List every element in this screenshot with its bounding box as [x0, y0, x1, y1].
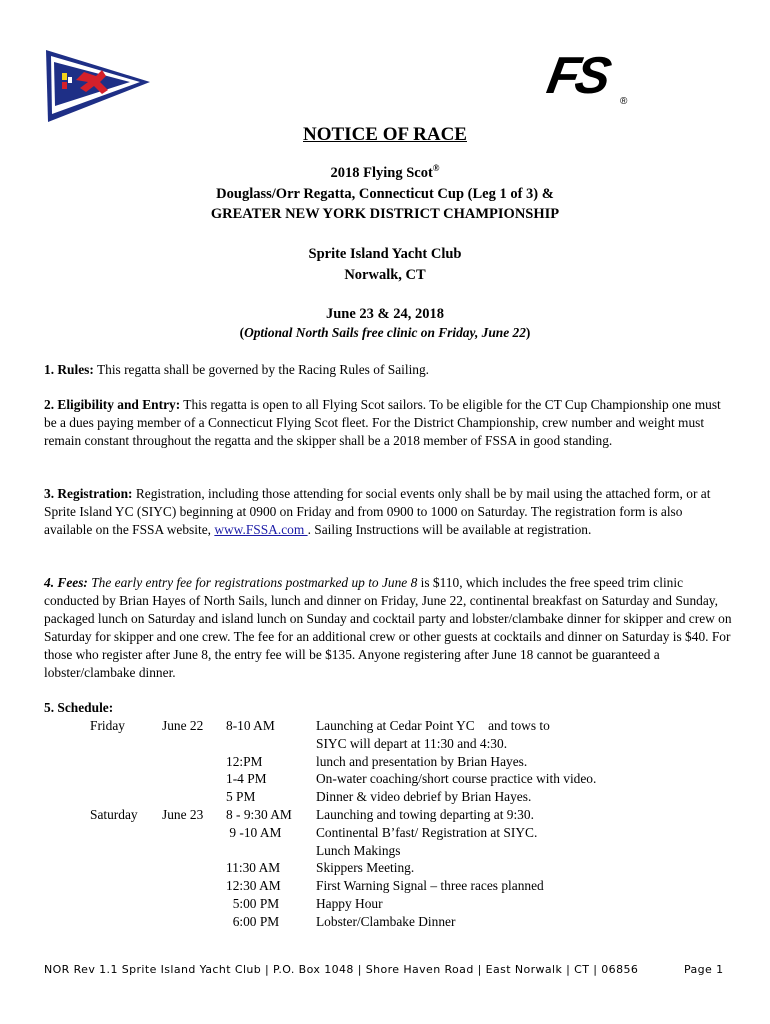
club-name: Sprite Island Yacht Club	[308, 246, 462, 262]
schedule-event: Launching and towing departing at 9:30.	[316, 807, 534, 822]
fs-logo	[542, 46, 630, 118]
paren-close: )	[525, 325, 531, 340]
page-number: Page 1	[684, 963, 724, 976]
fees-heading: 4. Fees:	[44, 575, 88, 590]
schedule-time: 12:PM	[226, 753, 263, 769]
schedule-event: Continental B’fast/ Registration at SIYC.	[316, 824, 538, 840]
fssa-website-link[interactable]: www.FSSA.com	[214, 522, 308, 537]
registration-heading: 3. Registration:	[44, 486, 133, 501]
rules-heading: 1. Rules:	[44, 362, 94, 377]
registration-text-before: Registration, including those attending for social events only shall be by mail using the attached form, or at Sprite Island YC (SIYC) beginning at 0900 on Friday and from 0900 to 1000 on Saturday. The registration form is also available on the FSSA website,	[44, 486, 711, 537]
clinic-note	[0, 325, 770, 341]
section-fees	[44, 574, 734, 682]
schedule-event: Dinner & video debrief by Brian Hayes.	[316, 789, 532, 805]
rules-text: This regatta shall be governed by the Racing Rules of Sailing.	[93, 362, 430, 377]
schedule-heading: 5. Schedule:	[44, 700, 114, 715]
schedule-date: June 23	[162, 807, 204, 822]
fees-text: is $110, which includes the free speed trim clinic conducted by Brian Hayes of North Sails, lunch and dinner on Friday, June 22, continental breakfast on Saturday and Sunday, packaged lunch on Saturday and island lunch on Sunday and cocktail party and lobster/clambake dinner for skipper and crew on Saturday for skipper and one crew. The fee for an additional crew or other guests at cocktails and dinner on Saturday is $40. For those who register after June 8, the entry fee will be $135. Anyone registering after June 18 cannot be guaranteed a lobster/clambake dinner.	[44, 575, 732, 680]
schedule-time: 1-4 PM	[226, 771, 267, 787]
page-title: NOTICE OF RACE	[303, 124, 467, 145]
schedule-time: 8-10 AM	[226, 718, 275, 733]
fs-logo-mark: ®	[620, 96, 628, 107]
event-dates: June 23 & 24, 2018	[325, 306, 445, 322]
section-registration	[44, 485, 734, 539]
schedule-event: First Warning Signal – three races planned	[316, 878, 544, 894]
fees-italic-text: The early entry fee for registrations postmarked up to June 8	[87, 575, 418, 590]
schedule-time: 8 - 9:30 AM	[226, 807, 292, 822]
club-location: Norwalk, CT	[344, 267, 426, 283]
schedule-time: 11:30 AM	[226, 860, 281, 876]
eligibility-text: This regatta is open to all Flying Scot sailors. To be eligible for the CT Cup Championship one must be a dues paying member of a Connecticut Flying Scot fleet. For the District Championship, crew number and weight must remain constant throughout the regatta and the skipper shall be a 2018 member of FSSA in good standing.	[44, 397, 721, 448]
championship-line: GREATER NEW YORK DISTRICT CHAMPIONSHIP	[210, 206, 560, 222]
eligibility-heading: 2. Eligibility and Entry:	[44, 397, 181, 412]
schedule-event: On-water coaching/short course practice with video.	[316, 771, 597, 787]
schedule-event: SIYC will depart at 11:30 and 4:30.	[316, 735, 508, 751]
schedule-time: 12:30 AM	[226, 878, 281, 894]
schedule-time: 6:00 PM	[226, 913, 280, 929]
registration-text-after: . Sailing Instructions will be available at registration.	[307, 522, 592, 537]
clinic-note-text: Optional North Sails free clinic on Friday, June 22	[244, 325, 526, 340]
schedule-event: Happy Hour	[316, 896, 383, 911]
paren-open: (	[239, 325, 245, 340]
event-class	[0, 163, 770, 182]
section-rules	[44, 361, 734, 379]
schedule-event: Lobster/Clambake Dinner	[316, 913, 456, 929]
burgee-logo	[44, 46, 152, 124]
schedule-time: 9 -10 AM	[226, 824, 282, 840]
fs-logo-text: FS	[542, 47, 612, 105]
schedule-time: 5:00 PM	[226, 896, 280, 911]
schedule-event: Skippers Meeting.	[316, 860, 415, 876]
schedule-time: 5 PM	[226, 789, 256, 805]
section-eligibility	[44, 396, 734, 450]
registered-mark: ®	[432, 163, 440, 173]
schedule-event: Launching at Cedar Point YC and tows to	[316, 718, 550, 733]
footer-text: NOR Rev 1.1 Sprite Island Yacht Club | P.O. Box 1048 | Shore Haven Road | East Norwalk | CT | 06856	[44, 963, 639, 976]
schedule-date: June 22	[162, 718, 204, 733]
event-class-text: 2018 Flying Scot	[330, 164, 433, 181]
regatta-line: Douglass/Orr Regatta, Connecticut Cup (Leg 1 of 3) &	[216, 186, 554, 202]
schedule-event: Lunch Makings	[316, 842, 401, 858]
schedule-day: Saturday	[90, 807, 138, 822]
schedule-event: lunch and presentation by Brian Hayes.	[316, 753, 528, 769]
schedule-day: Friday	[90, 718, 125, 733]
